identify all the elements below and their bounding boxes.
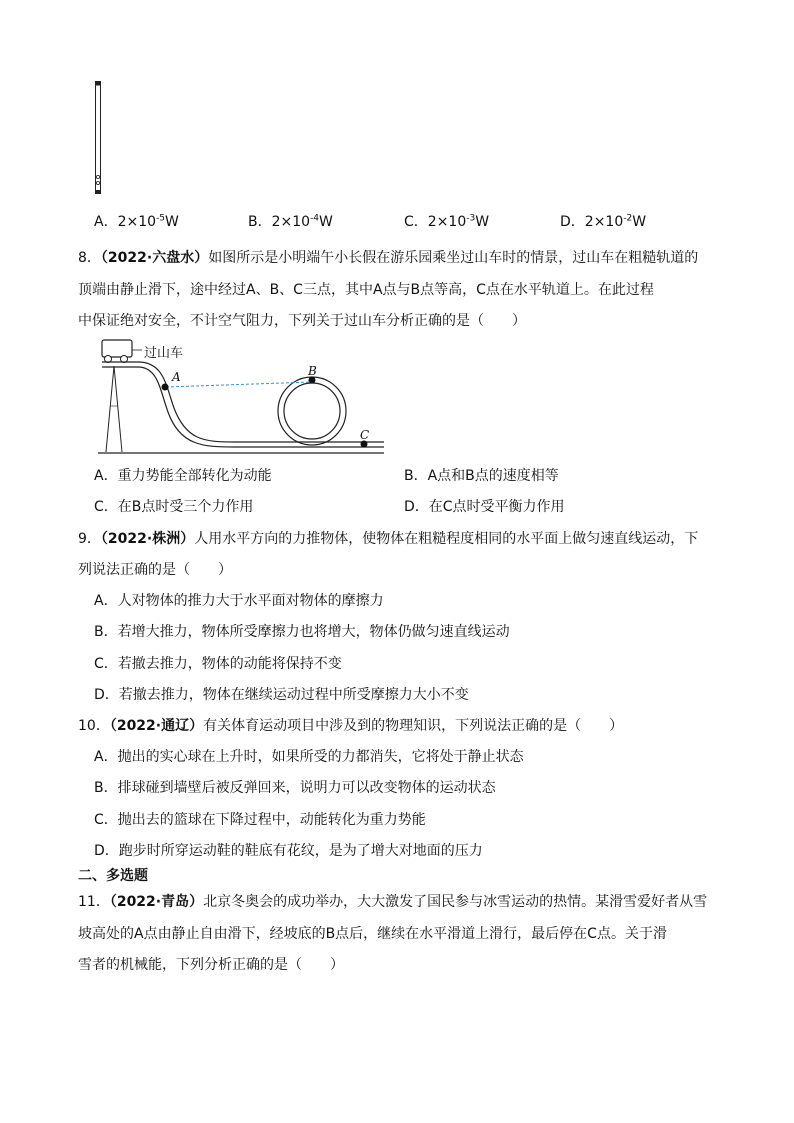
q8-option-b[interactable]: B．A点和B点的速度相等 xyxy=(404,468,559,484)
q7-option-d[interactable]: D．$2\times 10^{-2}W$ xyxy=(560,213,647,230)
q8-source: （2022·六盘水） xyxy=(100,250,209,266)
section2-title: 二、多选题 xyxy=(78,868,148,884)
q8-figure-roller-coaster xyxy=(94,336,394,458)
q9-source: （2022·株洲） xyxy=(100,531,195,547)
q11-stem-line3: 雪者的机械能，下列分析正确的是（ ） xyxy=(78,957,344,973)
q8-point-b-label: B xyxy=(308,364,317,378)
q8-option-d[interactable]: D．在C点时受平衡力作用 xyxy=(404,499,565,515)
q9-option-c[interactable]: C．若撤去推力，物体的动能将保持不变 xyxy=(94,656,342,672)
q8-point-a-label: A xyxy=(172,370,181,384)
q11-stem-line2: 坡高处的A点由静止自由滑下，经坡底的B点后，继续在水平滑道上滑行，最后停在C点。关于滑 xyxy=(78,926,667,942)
q8-point-c-label: C xyxy=(360,428,370,442)
q8-stem-line3: 中保证绝对安全，不计空气阻力，下列关于过山车分析正确的是（ ） xyxy=(78,313,526,329)
q8-car-label: 过山车 xyxy=(144,346,184,361)
q10-option-a[interactable]: A．抛出的实心球在上升时，如果所受的力都消失，它将处于静止状态 xyxy=(94,749,524,765)
q11-source: （2022·青岛） xyxy=(109,894,204,910)
q7-option-a[interactable]: A．$2\times 10^{-5}W$ xyxy=(94,213,179,230)
q8-option-c[interactable]: C．在B点时受三个力作用 xyxy=(94,499,254,515)
q10-option-d[interactable]: D．跑步时所穿运动鞋的鞋底有花纹，是为了增大对地面的压力 xyxy=(94,843,483,859)
q10-option-c[interactable]: C．抛出去的篮球在下降过程中，动能转化为重力势能 xyxy=(94,812,426,828)
q8-roller-coaster-drawing xyxy=(94,336,394,458)
q9-option-b[interactable]: B．若增大推力，物体所受摩擦力也将增大，物体仍做匀速直线运动 xyxy=(94,624,510,640)
q9-option-a[interactable]: A．人对物体的推力大于水平面对物体的摩擦力 xyxy=(94,593,384,609)
q10-stem-line1: 10．（2022·通辽）有关体育运动项目中涉及到的物理知识，下列说法正确的是（ ） xyxy=(78,718,624,734)
q8-stem-line2: 顶端由静止滑下，途中经过A、B、C三点，其中A点与B点等高，C点在水平轨道上。在此过程 xyxy=(78,282,654,298)
q7-figure-tube xyxy=(93,80,105,196)
q11-number: 11． xyxy=(78,894,110,910)
q11-stem-line1: 11．（2022·青岛）北京冬奥会的成功举办，大大激发了国民参与冰雪运动的热情。某滑雪爱好者从雪 xyxy=(78,894,708,910)
q7-option-c[interactable]: C．$2\times 10^{-3}W$ xyxy=(404,213,490,230)
q7-option-b[interactable]: B．$2\times 10^{-4}W$ xyxy=(248,213,333,230)
q9-option-d[interactable]: D．若撤去推力，物体在继续运动过程中所受摩擦力大小不变 xyxy=(94,687,469,703)
q9-number: 9． xyxy=(78,531,101,547)
q10-option-b[interactable]: B．排球碰到墙壁后被反弹回来，说明力可以改变物体的运动状态 xyxy=(94,780,496,796)
q10-number: 10． xyxy=(78,718,110,734)
q9-stem-line1: 9．（2022·株洲）人用水平方向的力推物体，使物体在粗糙程度相同的水平面上做匀速直线运动，下 xyxy=(78,531,699,547)
q8-stem-line1: 8．（2022·六盘水）如图所示是小明端午小长假在游乐园乘坐过山车时的情景，过山车在粗糙轨道的 xyxy=(78,250,699,266)
q7-tube-drawing xyxy=(93,80,105,196)
q10-source: （2022·通辽） xyxy=(109,718,204,734)
q8-option-a[interactable]: A．重力势能全部转化为动能 xyxy=(94,468,272,484)
q8-number: 8． xyxy=(78,250,101,266)
q9-stem-line2: 列说法正确的是（ ） xyxy=(78,562,232,578)
